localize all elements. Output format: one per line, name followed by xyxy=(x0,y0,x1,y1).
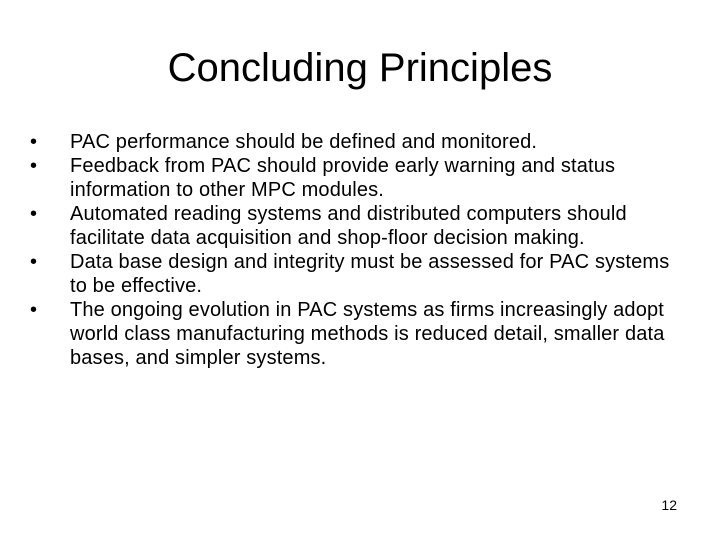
list-item xyxy=(30,154,690,202)
bullet-text: PAC performance should be defined and monitored. xyxy=(70,131,538,153)
bullet-text: Feedback from PAC should provide early warning and status information to other MPC modules. xyxy=(70,155,616,201)
bullet-icon: • xyxy=(30,131,38,153)
bullet-text: The ongoing evolution in PAC systems as firms increasingly adopt world class manufacturing methods is reduced detail, smaller data bases, and simpler systems. xyxy=(70,299,665,369)
slide-title: Concluding Principles xyxy=(167,46,553,90)
page-number: 12 xyxy=(661,497,677,513)
list-item xyxy=(30,202,690,250)
bullet-icon: • xyxy=(30,251,38,273)
bullet-list xyxy=(30,130,690,370)
list-item xyxy=(30,130,690,154)
list-item xyxy=(30,298,690,370)
bullet-text: Data base design and integrity must be assessed for PAC systems to be effective. xyxy=(70,251,670,297)
list-item xyxy=(30,250,690,298)
bullet-icon: • xyxy=(30,299,38,321)
bullet-icon: • xyxy=(30,203,38,225)
bullet-text: Automated reading systems and distributed computers should facilitate data acquisition and shop-floor decision making. xyxy=(70,203,627,249)
bullet-icon: • xyxy=(30,155,38,177)
